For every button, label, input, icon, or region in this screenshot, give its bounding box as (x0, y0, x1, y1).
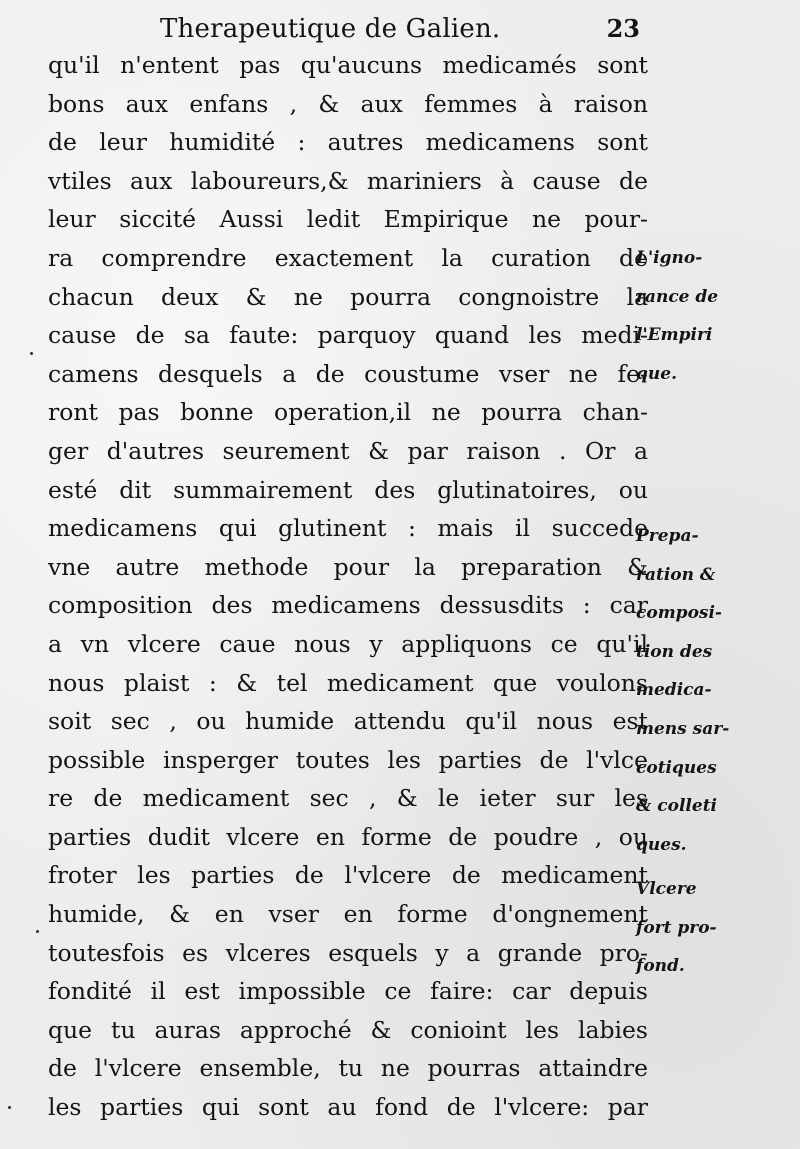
margin-note-line: L'igno- (636, 248, 703, 268)
text-line: bons aux enfans , & aux femmes à raison (48, 89, 648, 118)
text-line: re de medicament sec , & le ieter sur les (48, 784, 648, 813)
text-line: a vn vlcere caue nous y appliquons ce qu'il (48, 629, 648, 658)
text-line: les parties qui sont au fond de l'vlcere: par (48, 1093, 648, 1122)
margin-note-line: cotiques (636, 757, 717, 778)
page-number: 23 (606, 14, 640, 43)
ink-speck (36, 930, 39, 933)
text-line: ront pas bonne operation,il ne pourra chan- (48, 398, 648, 427)
ink-speck (30, 352, 33, 355)
text-line: chacun deux & ne pourra congnoistre la (48, 282, 648, 311)
text-line: possible insperger toutes les parties de l'vlce (48, 745, 648, 774)
text-line: soit sec , ou humide attendu qu'il nous est (48, 707, 648, 736)
margin-note-line: fond. (636, 956, 685, 977)
margin-note-line: medica- (636, 680, 712, 701)
text-line: composition des medicamens dessusdits : car (48, 591, 648, 620)
margin-note-preparation (636, 517, 800, 864)
text-line: qu'il n'entent pas qu'aucuns medicamés sont (48, 51, 648, 79)
text-line: vtiles aux laboureurs,& mariniers à cause de (48, 166, 648, 195)
margin-note-line: tion des (636, 641, 713, 662)
margin-note-line: Vlcere (636, 879, 697, 899)
margin-note-line: Prepa- (636, 526, 699, 546)
text-line: cause de sa faute: parquoy quand les medi- (48, 321, 648, 350)
margin-note-ulcere (636, 870, 800, 986)
running-title: Therapeutique de Galien. (160, 14, 501, 44)
text-line: esté dit summairement des glutinatoires, ou (48, 475, 648, 504)
text-line: medicamens qui glutinent : mais il succede (48, 514, 648, 543)
margin-note-line: fort pro- (636, 917, 717, 938)
margin-note-line: mens sar- (636, 718, 730, 739)
text-line: fondité il est impossible ce faire: car depuis (48, 977, 648, 1006)
text-line: parties dudit vlcere en forme de poudre , ou (48, 822, 648, 851)
body-text (48, 46, 648, 1127)
margin-note-line: ques. (636, 834, 687, 855)
text-line: de leur humidité : autres medicamens sont (48, 128, 648, 157)
page-header (160, 14, 640, 46)
margin-note-line: ration & (636, 564, 716, 585)
ink-speck (8, 1106, 11, 1109)
text-line: ger d'autres seurement & par raison . Or a (48, 436, 648, 465)
text-line: camens desquels a de coustume vser ne fe- (48, 359, 648, 388)
text-line: nous plaist : & tel medicament que voulons (48, 668, 648, 697)
margin-note-line: que. (636, 363, 677, 384)
margin-note-line: composi- (636, 603, 722, 624)
text-line: de l'vlcere ensemble, tu ne pourras attaindre (48, 1054, 648, 1083)
text-line: ra comprendre exactement la curation de (48, 243, 648, 272)
text-line: que tu auras approché & conioint les labies (48, 1015, 648, 1044)
margin-note-line: l'Empiri (636, 325, 713, 346)
margin-note-line: rance de (636, 286, 719, 307)
margin-note-ignorance (636, 239, 800, 393)
margin-note-line: & colleti (636, 796, 717, 817)
text-line: humide, & en vser en forme d'ongnement (48, 900, 648, 929)
text-line: vne autre methode pour la preparation & (48, 552, 648, 581)
text-line: toutesfois es vlceres esquels y a grande pro- (48, 938, 648, 967)
text-line: froter les parties de l'vlcere de medicament (48, 861, 648, 890)
text-line: leur siccité Aussi ledit Empirique ne pour- (48, 205, 648, 234)
